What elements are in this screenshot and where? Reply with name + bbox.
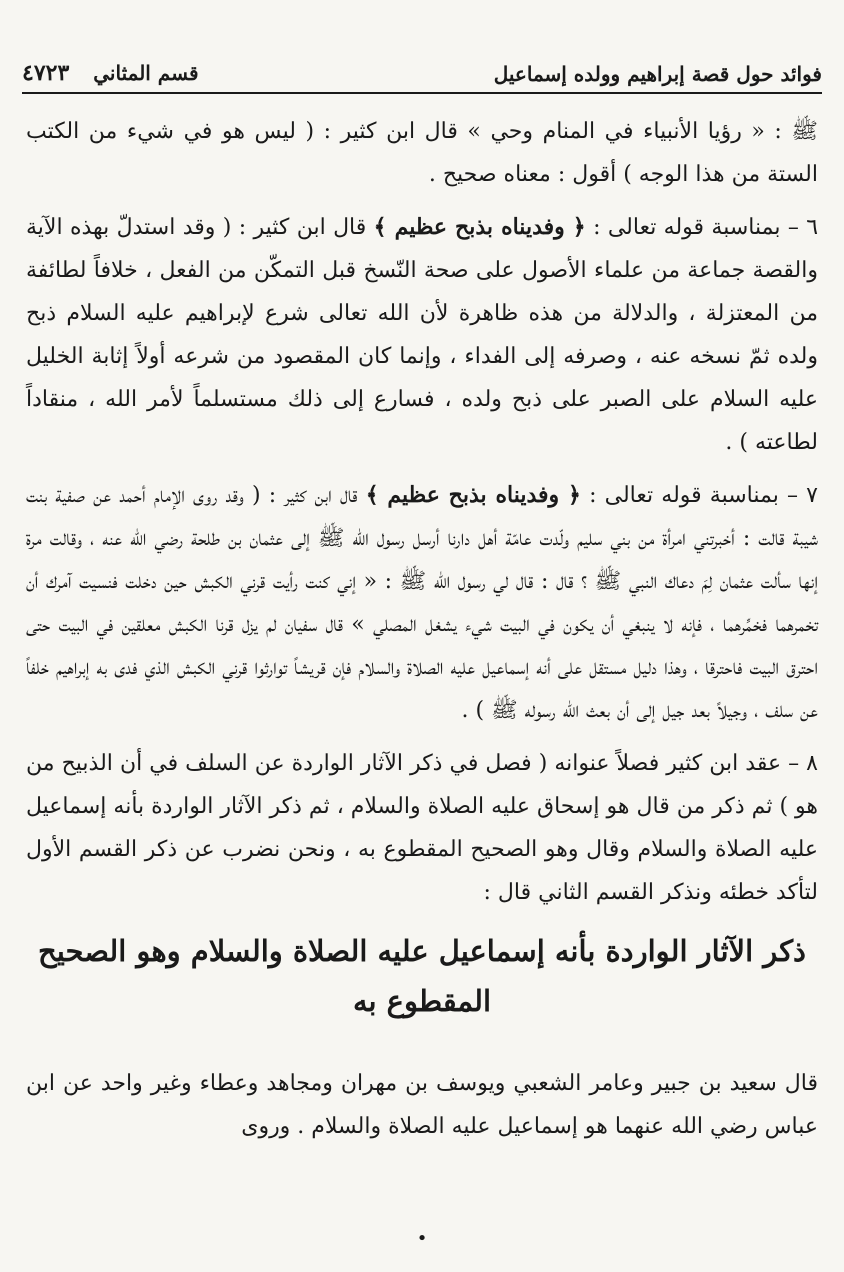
paragraph-8-text: ٨ – عقد ابن كثير فصلاً عنوانه ( فصل في ذكر الآثار الواردة عن السلف في أن الذبيح من هو ) ثم ذكر من قال هو إسحاق عليه الصلاة والسلام ، ثم ذكر الآثار الواردة بأنه إسماعيل عليه الصلاة والسلام وقال وهو الصحيح المقطوع به ، ونحن نضرب عن ذكر القسم الأول لتأكد خطئه ونذكر القسم الثاني قال : (26, 751, 818, 905)
paragraph-7-text: قال ابن كثير : ( وقد روى الإمام أحمد عن صفية بنت شيبة قالت : أخبرتني امرأة من بني سليم ولّدت عامّة أهل دارنا أرسل رسول الله ﷺ إلى عثمان بن طلحة رضي الله عنه ، وقالت مرة إنها سألت عثمان لِمَ دعاك النبي ﷺ ؟ قال : قال لي رسول الله ﷺ : « إني كنت رأيت قرني الكبش حين دخلت فنسيت آمرك أن تخمرهما فخمِّرهما ، فإنه لا ينبغي أن يكون في البيت شيء يشغل المصلي » قال سفيان لم يزل قرنا الكبش معلقين في البيت حتى احترق البيت فاحترقا ، وهذا دليل مستقل على أنه إسماعيل عليه الصلاة والسلام فإن قريشاً توارثوا قرني الكبش الذي فدى به إبراهيم خلفاً عن سلف ، وجيلاً بعد جيل إلى أن بعث الله رسوله ﷺ ) . (26, 483, 818, 723)
running-header (22, 48, 822, 94)
paragraph-8 (26, 742, 818, 914)
paragraph-1 (26, 110, 818, 196)
page-body (26, 110, 818, 1154)
paragraph-7 (26, 474, 818, 732)
paragraph-1-text: ﷺ : « رؤيا الأنبياء في المنام وحي » قال ابن كثير : ( ليس هو في شيء من الكتب الستة من هذا الوجه ) أقول : معناه صحيح . (26, 119, 818, 187)
paragraph-7-prefix: ٧ – بمناسبة قوله تعالى : (589, 483, 818, 508)
paragraph-6-quran-verse: ﴿ وفديناه بذبح عظيم ﴾ (373, 214, 586, 240)
paragraph-7-quran-verse: ﴿ وفديناه بذبح عظيم ﴾ (365, 482, 581, 508)
section-title: ذكر الآثار الواردة بأنه إسماعيل عليه الصلاة والسلام وهو الصحيح المقطوع به (38, 934, 806, 1018)
book-title: فوائد حول قصة إبراهيم وولده إسماعيل (493, 62, 822, 86)
paragraph-6-text: قال ابن كثير : ( وقد استدلّ بهذه الآية والقصة جماعة من علماء الأصول على صحة النّسخ قبل التمكّن من الفعل ، خلافاً لطائفة من المعتزلة ، والدلالة من هذه ظاهرة لأن الله تعالى شرع لإبراهيم عليه السلام ذبح ولده ثمّ نسخه عنه ، وصرفه إلى الفداء ، وإنما كان المقصود من شرعه أولاً إثابة الخليل عليه السلام على الصبر على ذبح ولده ، فسارع إلى ذلك مستسلماً لأمر الله ، منقاداً لطاعته ) . (26, 215, 818, 455)
footer-mark: • (416, 1228, 428, 1249)
closing-paragraph: قال سعيد بن جبير وعامر الشعبي ويوسف بن مهران ومجاهد وعطاء وغير واحد عن ابن عباس رضي الله عنهما هو إسماعيل عليه الصلاة والسلام . وروى (26, 1071, 818, 1139)
page-number: ٤٧٢٣ (22, 60, 70, 86)
paragraph-6 (26, 206, 818, 464)
section-label: قسم المثاني (93, 61, 199, 85)
header-left-group (22, 60, 199, 86)
paragraph-6-prefix: ٦ – بمناسبة قوله تعالى : (593, 215, 819, 240)
